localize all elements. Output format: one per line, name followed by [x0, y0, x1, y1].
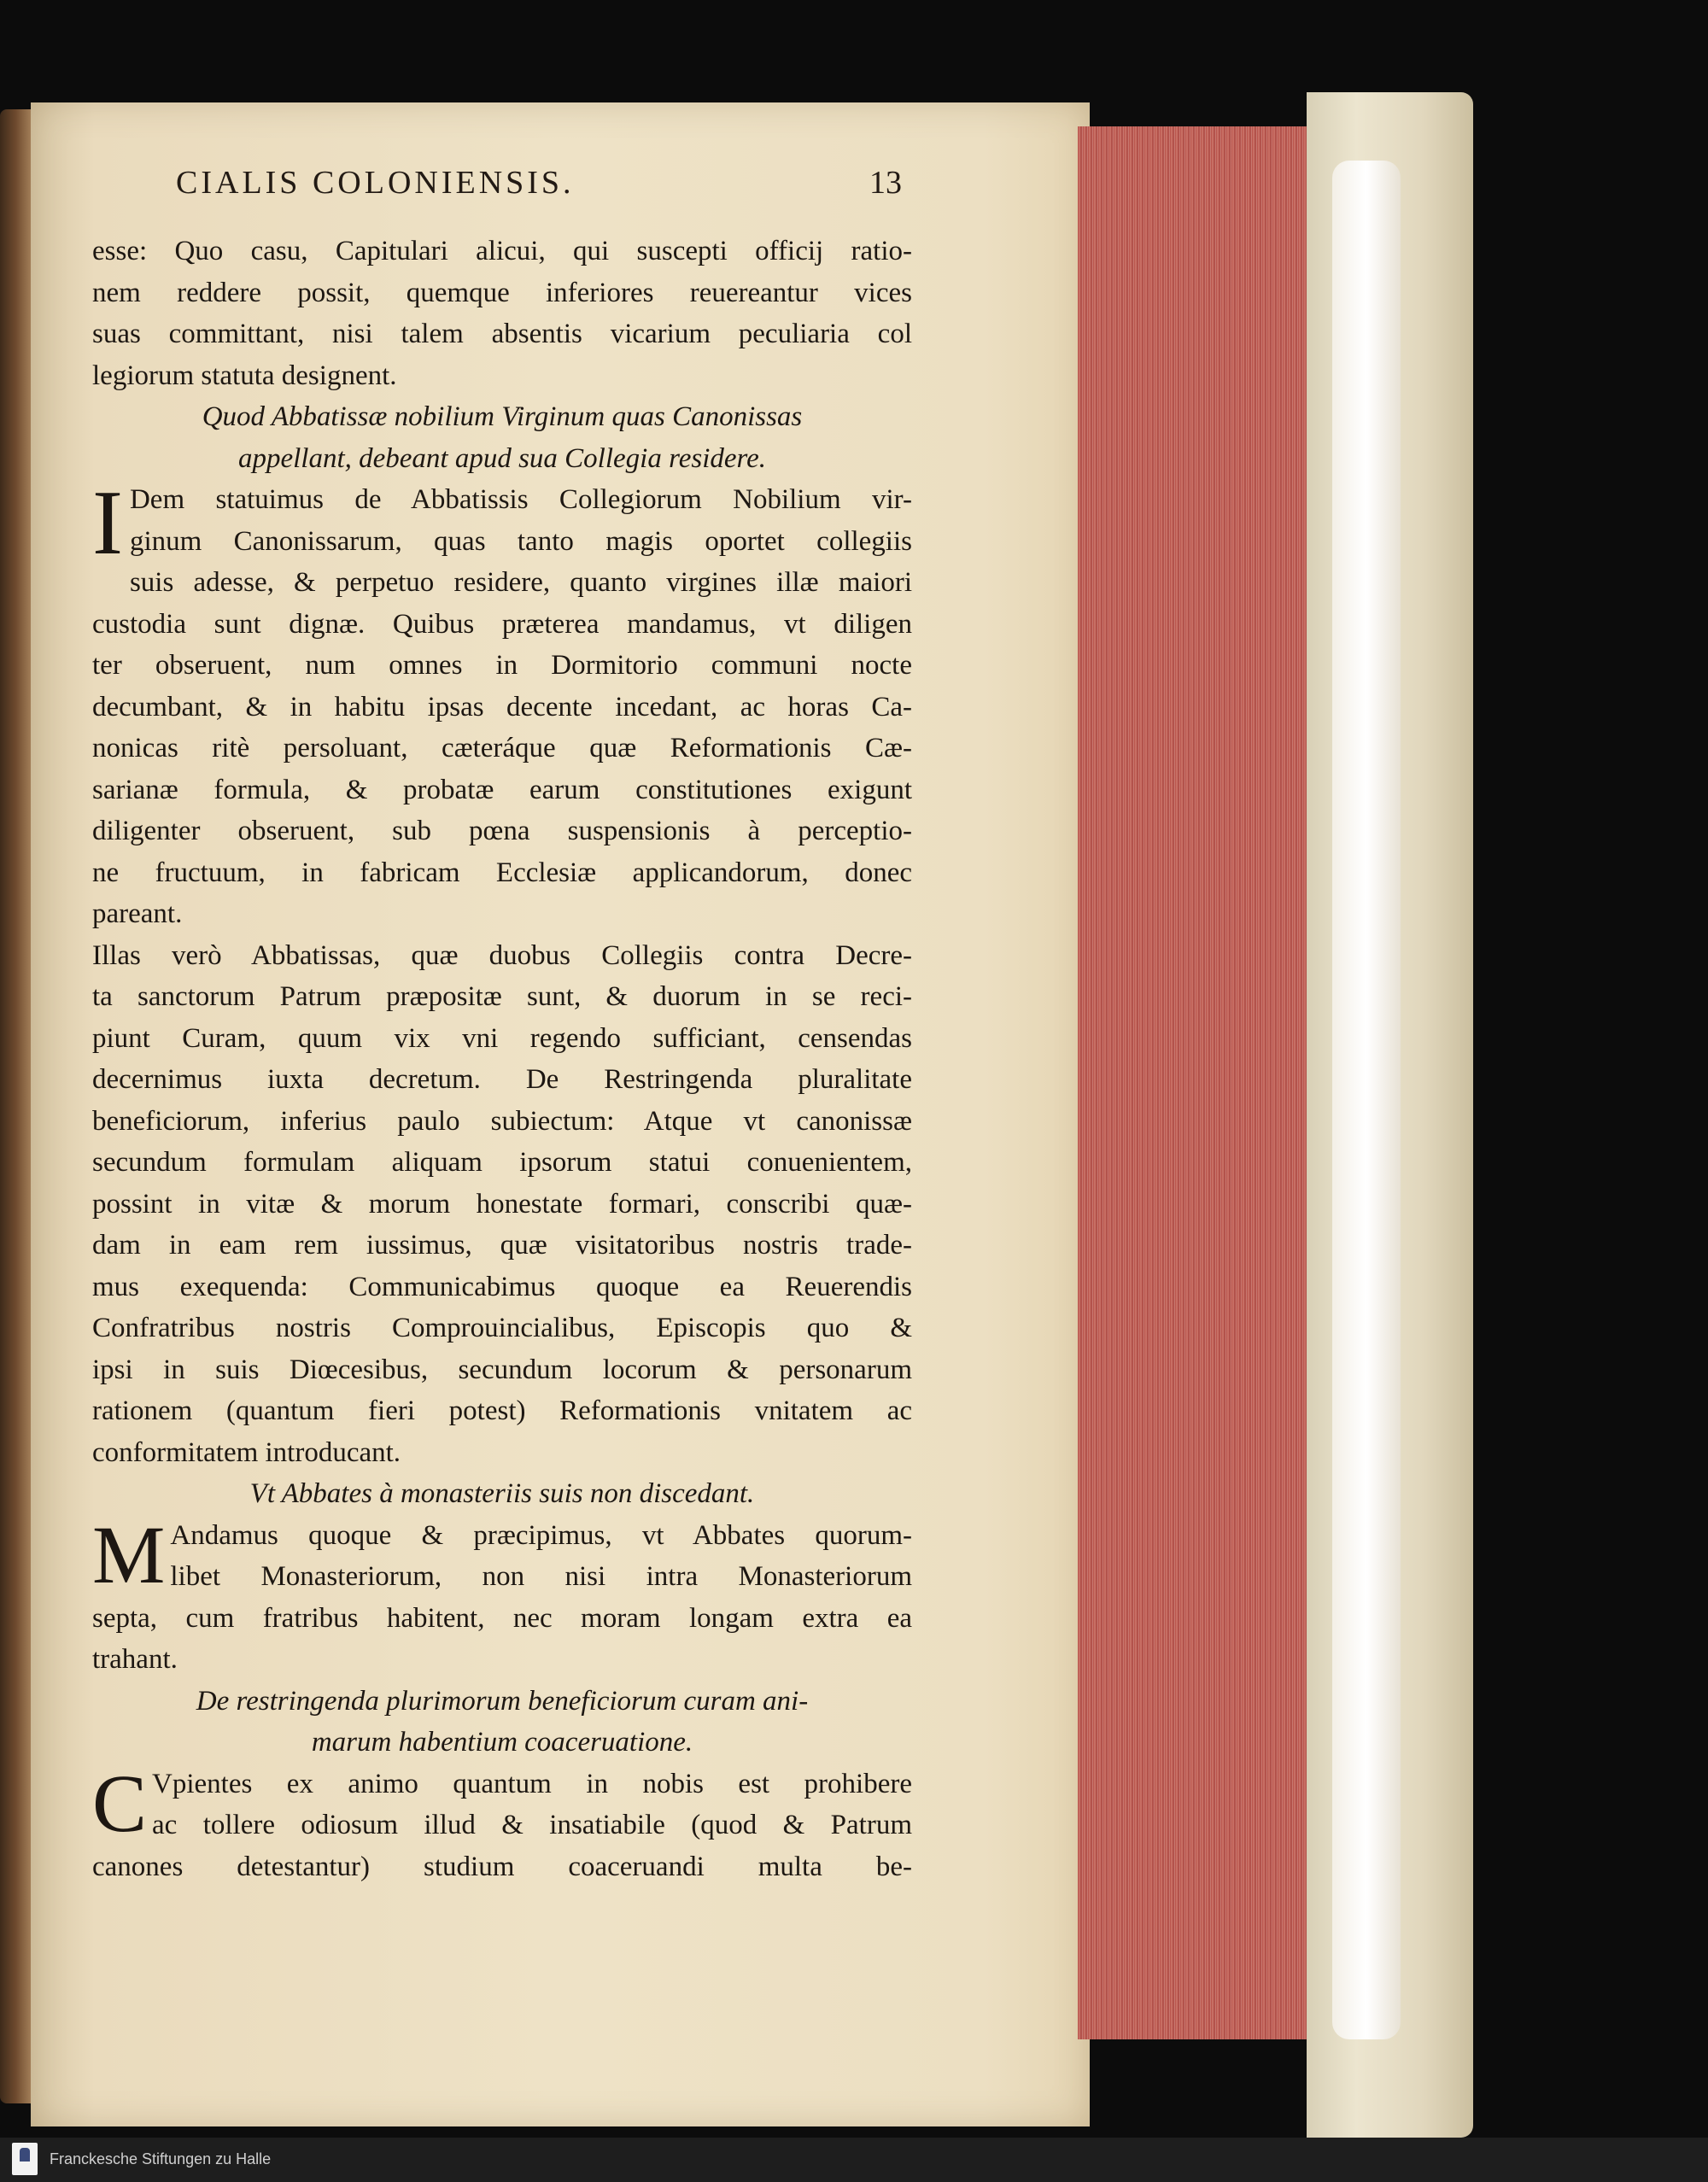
text-line: piunt Curam, quum vix vni regendo sufficiant, censendas	[92, 1022, 912, 1054]
paragraph-4	[92, 1508, 912, 1681]
text-line: legiorum statuta designent.	[92, 360, 397, 391]
text-line: ne fructuum, in fabricam Ecclesiæ applicandorum, donec	[92, 857, 912, 888]
text-line: sarianæ formula, & probatæ earum constitutiones exigunt	[92, 774, 912, 805]
cover-fold	[1332, 161, 1401, 2039]
running-header	[176, 164, 902, 215]
text-line: ter obseruent, num omnes in Dormitorio communi nocte	[92, 650, 912, 681]
text-line: rationem (quantum fieri potest) Reformationis vnitatem ac	[92, 1395, 912, 1426]
viewer-footer	[0, 2138, 1708, 2182]
text-line: suas committant, nisi talem absentis vicarium peculiaria col	[92, 319, 912, 349]
institution-logo-icon	[12, 2143, 38, 2175]
text-line: trahant.	[92, 1644, 178, 1675]
text-line: custodia sunt dignæ. Quibus præterea mandamus, vt diligen	[92, 608, 912, 640]
paragraph-1	[92, 231, 912, 396]
institution-name: Franckesche Stiftungen zu Halle	[50, 2150, 272, 2167]
text-line: diligenter obseruent, sub pœna suspensionis à perceptio-	[92, 816, 912, 846]
text-line: ipsi in suis Diœcesibus, secundum locorum & personarum	[92, 1354, 912, 1385]
paragraph-3	[92, 935, 912, 1474]
book-page	[31, 102, 1090, 2126]
text-line: Illas verò Abbatissas, quæ duobus Collegiis contra Decre-	[92, 939, 912, 971]
heading-line: appellant, debeant apud sua Collegia residere.	[237, 442, 767, 474]
text-line: possint in vitæ & morum honestate formari, conscribi quæ-	[92, 1188, 912, 1220]
text-line: conformitatem introducant.	[92, 1436, 401, 1468]
page-number: 13	[869, 165, 902, 201]
heading-line: marum habentium coaceruatione.	[311, 1727, 693, 1758]
text-line: pareant.	[92, 898, 183, 929]
heading-abbates: Vt Abbates à monasteriis suis non discedant.	[249, 1478, 755, 1509]
text-line: Vpientes ex animo quantum in nobis est prohibere	[152, 1768, 912, 1799]
heading-line: De restringenda plurimorum beneficiorum curam ani-	[196, 1685, 809, 1717]
drop-initial: M	[92, 1508, 166, 1600]
text-line: nem reddere possit, quemque inferiores reuereantur vices	[92, 277, 912, 308]
text-line: canones detestantur) studium coaceruandi multa be-	[92, 1851, 912, 1882]
text-line: decumbant, & in habitu ipsas decente incedant, ac horas Ca-	[92, 691, 912, 722]
text-line: beneficiorum, inferius paulo subiectum: Atque vt canonissæ	[92, 1105, 912, 1137]
heading-abbatissae	[92, 396, 912, 479]
red-page-edges	[1078, 126, 1308, 2039]
text-block	[92, 231, 912, 1887]
paragraph-2	[92, 472, 912, 935]
text-line: suis adesse, & perpetuo residere, quanto virgines illæ maiori	[129, 567, 912, 598]
drop-initial: I	[92, 472, 123, 574]
text-line: Andamus quoque & præcipimus, vt Abbates quorum-	[170, 1519, 912, 1551]
text-line: mus exequenda: Communicabimus quoque ea Reuerendis	[92, 1271, 912, 1302]
text-line: libet Monasteriorum, non nisi intra Monasteriorum	[170, 1561, 912, 1592]
heading-line: Quod Abbatissæ nobilium Virginum quas Canonissas	[202, 401, 803, 432]
text-line: ac tollere odiosum illud & insatiabile (quod & Patrum	[152, 1810, 912, 1840]
text-line: nonicas ritè persoluant, cæteráque quæ Reformationis Cæ-	[92, 733, 912, 763]
drop-initial: C	[92, 1757, 148, 1849]
text-line: decernimus iuxta decretum. De Restringenda pluralitate	[92, 1064, 912, 1095]
text-line: ginum Canonissarum, quas tanto magis oportet collegiis	[129, 525, 912, 557]
text-line: ta sanctorum Patrum præpositæ sunt, & duorum in se reci-	[92, 981, 912, 1012]
text-line: septa, cum fratribus habitent, nec moram longam extra ea	[92, 1602, 912, 1634]
text-line: Confratribus nostris Comprouincialibus, Episcopis quo &	[92, 1313, 912, 1343]
text-line: secundum formulam aliquam ipsorum statui conuenientem,	[92, 1147, 912, 1178]
text-line: Dem statuimus de Abbatissis Collegiorum Nobilium vir-	[129, 484, 912, 515]
book	[0, 92, 1473, 2138]
text-line: dam in eam rem iussimus, quæ visitatoribus nostris trade-	[92, 1230, 912, 1261]
running-title: CIALIS COLONIENSIS.	[176, 165, 575, 201]
paragraph-5	[92, 1757, 912, 1888]
text-line: esse: Quo casu, Capitulari alicui, qui suscepti officij ratio-	[92, 236, 912, 266]
heading-restringenda	[92, 1681, 912, 1764]
